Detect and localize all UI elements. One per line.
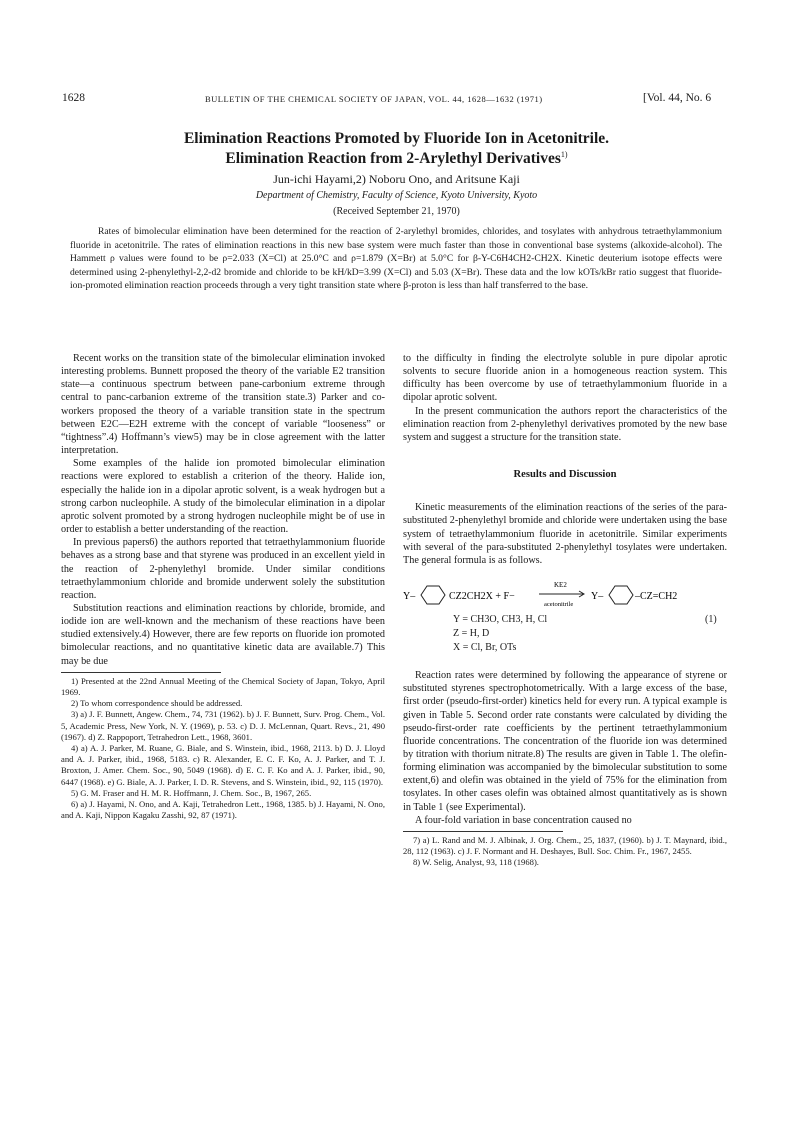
footnote: 7) a) L. Rand and M. J. Albinak, J. Org. Chem., 25, 1837, (1960). b) J. T. Maynard, ibid., 28, 112 (1963). c) J. F. Normant and H. Deshayes, Bull. Soc. Chim. Fr., 1967, 2455.	[403, 834, 727, 857]
running-title: BULLETIN OF THE CHEMICAL SOCIETY OF JAPAN, VOL. 44, 1628—1632 (1971)	[205, 94, 543, 104]
body-paragraph: Substitution reactions and elimination reactions by chloride, bromide, and iodide ion are well-known and the mechanism of these reactions have been studied extensively.4) However, there are few reports on fluoride ion promoted bimolecular reactions, and no quantitative kinetic data are available.7) This may be due	[61, 602, 385, 667]
abstract: Rates of bimolecular elimination have been determined for the reaction of 2-arylethyl bromides, chlorides, and tosylates with anhydrous tetraethylammonium fluoride in acetonitrile. The rates of elimination reactions in this new base system were much faster than those in conventional base systems (alkoxide-alcohol). The Hammett ρ values were found to be ρ=2.033 (X=Cl) at 25.0°C and ρ=1.879 (X=Br) at 5.0°C for β-Y-C6H4CH2-CH2X. Kinetic deuterium isotope effects were determined using 2-phenylethyl-2,2-d2 bromide and chloride to be kH/kD=3.99 (X=Cl) and 5.03 (X=Br). These data and the low kOTs/kBr ratio suggest that fluoride-ion-promoted elimination reaction proceeds through a very tight transition state where β-proton is less than half transferred to the base.	[70, 226, 722, 292]
eq-y-definition: Y = CH3O, CH3, H, Cl	[453, 614, 548, 626]
title-line-1: Elimination Reactions Promoted by Fluoride Ion in Acetonitrile.	[183, 130, 610, 147]
page-number: 1628	[62, 92, 85, 104]
right-column	[403, 352, 727, 869]
footnote: 8) W. Selig, Analyst, 93, 118 (1968).	[413, 857, 539, 868]
left-column	[61, 352, 385, 821]
eq-y-left: Y–	[403, 591, 416, 603]
eq-x-definition: X = Cl, Br, OTs	[453, 642, 517, 654]
footnotes-left	[61, 676, 385, 822]
volume-issue: [Vol. 44, No. 6	[643, 92, 712, 104]
footnote: 5) G. M. Fraser and H. M. R. Hoffmann, J. Chem. Soc., B, 1967, 265.	[71, 787, 312, 798]
title-footnote-mark: 1)	[560, 150, 568, 159]
footnote: 4) a) A. J. Parker, M. Ruane, G. Biale, and S. Winstein, ibid., 1968, 2113. b) D. J. Lloyd and A. J. Parker, ibid., 1968, 5183. c) R. Alexander, E. C. F. Ko, A. J. Parker, and T. J. Broxton, J. Amer. Chem. Soc., 90, 5049 (1968). d) E. C. F. Ko and A. J. Parker, ibid., 90, 6447 (1968). e) G. Biale, A. J. Parker, I. D. R. Stevens, and S. Winstein, ibid., 92, 115 (1970).	[61, 742, 385, 787]
footnote: 3) a) J. F. Bunnett, Angew. Chem., 74, 731 (1962). b) J. F. Bunnett, Surv. Prog. Chem., Vol. 5, Academic Press, New York, N. Y. (1969), p. 53. c) D. J. McLennan, Quart. Revs., 21, 490 (1967). d) Z. Rappoport, Tetrahedron Lett., 1968, 3601.	[61, 709, 385, 742]
body-paragraph: In the present communication the authors report the characteristics of the elimination reaction from 2-phenylethyl derivatives promoted by the new base system and suggest a structure for the transition state.	[403, 405, 727, 443]
body-paragraph: to the difficulty in finding the electrolyte soluble in pure dipolar aprotic solvents to secure fluoride anion in a homogeneous reaction system. This difficulty has been overcome by use of tetraethylammonium fluoride in a dipolar aprotic solvent.	[403, 353, 727, 404]
footnote-divider	[61, 672, 221, 673]
footnotes-right	[403, 835, 727, 869]
reaction-equation	[403, 573, 727, 661]
eq-z-definition: Z = H, D	[453, 628, 490, 640]
eq-product: –CZ=CH2	[635, 591, 678, 603]
eq-reactant: CZ2CH2X + F−	[449, 591, 515, 603]
eq-solvent: acetonitrile	[544, 601, 574, 609]
body-paragraph: Reaction rates were determined by following the appearance of styrene or substituted styrenes spectrophotometrically. With a large excess of the base, first order (pseudo-first-order) kinetics held for every run. A typical example is given in Table 5. Second order rate constants were calculated by dividing the pseudo-first-order rate coefficients by the pertinent tetraethylammonium fluoride concentrations. The concentration of the fluoride ion was determined by titration with thorium nitrate.8) The results are given in Table 1. The olefin-forming elimination was accompanied by the bimolecular substitution to some extent,6) and olefin was obtained in the yield of 75% for the elimination from tosylates. In other cases olefin was obtained almost quantitatively as is shown in Table 1 (see Experimental).	[403, 670, 727, 813]
body-paragraph: In previous papers6) the authors reported that tetraethylammonium fluoride behaves as a strong base and that styrene was produced in an excellent yield in the reaction of 2-phenylethyl bromide. Under similar conditions tetraethylammonium chloride and bromide underwent solely the substitution reaction.	[61, 537, 385, 601]
benzene-ring-icon	[609, 586, 633, 604]
body-paragraph: Kinetic measurements of the elimination reactions of the series of the para-substituted 2-phenylethyl bromide and chloride were undertaken using the base system of tetraethylammonium fluoride in acetonitrile. Similar experiments with several of the para-substituted 2-phenylethyl tosylates were undertaken. The general formula is as follows.	[403, 502, 727, 566]
received-date: (Received September 21, 1970)	[333, 206, 460, 217]
benzene-ring-icon	[421, 586, 445, 604]
affiliation: Department of Chemistry, Faculty of Science, Kyoto University, Kyoto	[255, 190, 538, 201]
body-paragraph: Some examples of the halide ion promoted bimolecular elimination reactions were explored to establish a criterion of the theory. Halide ion, especially the halide ion in a dipolar aprotic solvent, is a weak hydrogen but a strong carbon nucleophile. A study of the bimolecular elimination in a dipolar aprotic solvent promoted by a strong hydrogen nucleophile might be of use in order to establish a better understanding of the reaction.	[61, 458, 385, 536]
footnote-divider	[403, 831, 563, 832]
section-heading: Results and Discussion	[513, 469, 617, 481]
body-paragraph: A four-fold variation in base concentration caused no	[415, 814, 632, 826]
body-paragraph: Recent works on the transition state of the bimolecular elimination invoked interesting problems. Bunnett proposed the theory of the variable E2 transition state—a continuous spectrum between pane-carbonium extreme through central to panc-carbanion extreme of the transition state.3) Parker and co-workers proposed the theory of a variable transition state in the spectrum between E2C—E2H extreme with the concept of variable “looseness” or “tightness”.4) Hoffmann’s view5) may be in close agreement with the latter interpretation.	[61, 353, 385, 457]
eq-rate-constant: KE2	[554, 581, 567, 590]
footnote: 6) a) J. Hayami, N. Ono, and A. Kaji, Tetrahedron Lett., 1968, 1385. b) J. Hayami, N. Ono, and A. Kaji, Nippon Kagaku Zasshi, 92, 87 (1971).	[61, 798, 385, 821]
authors: Jun-ichi Hayami,2) Noboru Ono, and Aritsune Kaji	[273, 172, 520, 186]
footnote: 1) Presented at the 22nd Annual Meeting of the Chemical Society of Japan, Tokyo, April 1969.	[61, 675, 385, 697]
reaction-scheme	[403, 573, 727, 617]
eq-y-right: Y–	[591, 591, 604, 603]
title-line-2	[60, 150, 733, 168]
footnote: 2) To whom correspondence should be addressed.	[71, 698, 243, 709]
title-line-2-text: Elimination Reaction from 2-Arylethyl Derivatives	[225, 150, 561, 168]
eq-number: (1)	[705, 614, 717, 626]
